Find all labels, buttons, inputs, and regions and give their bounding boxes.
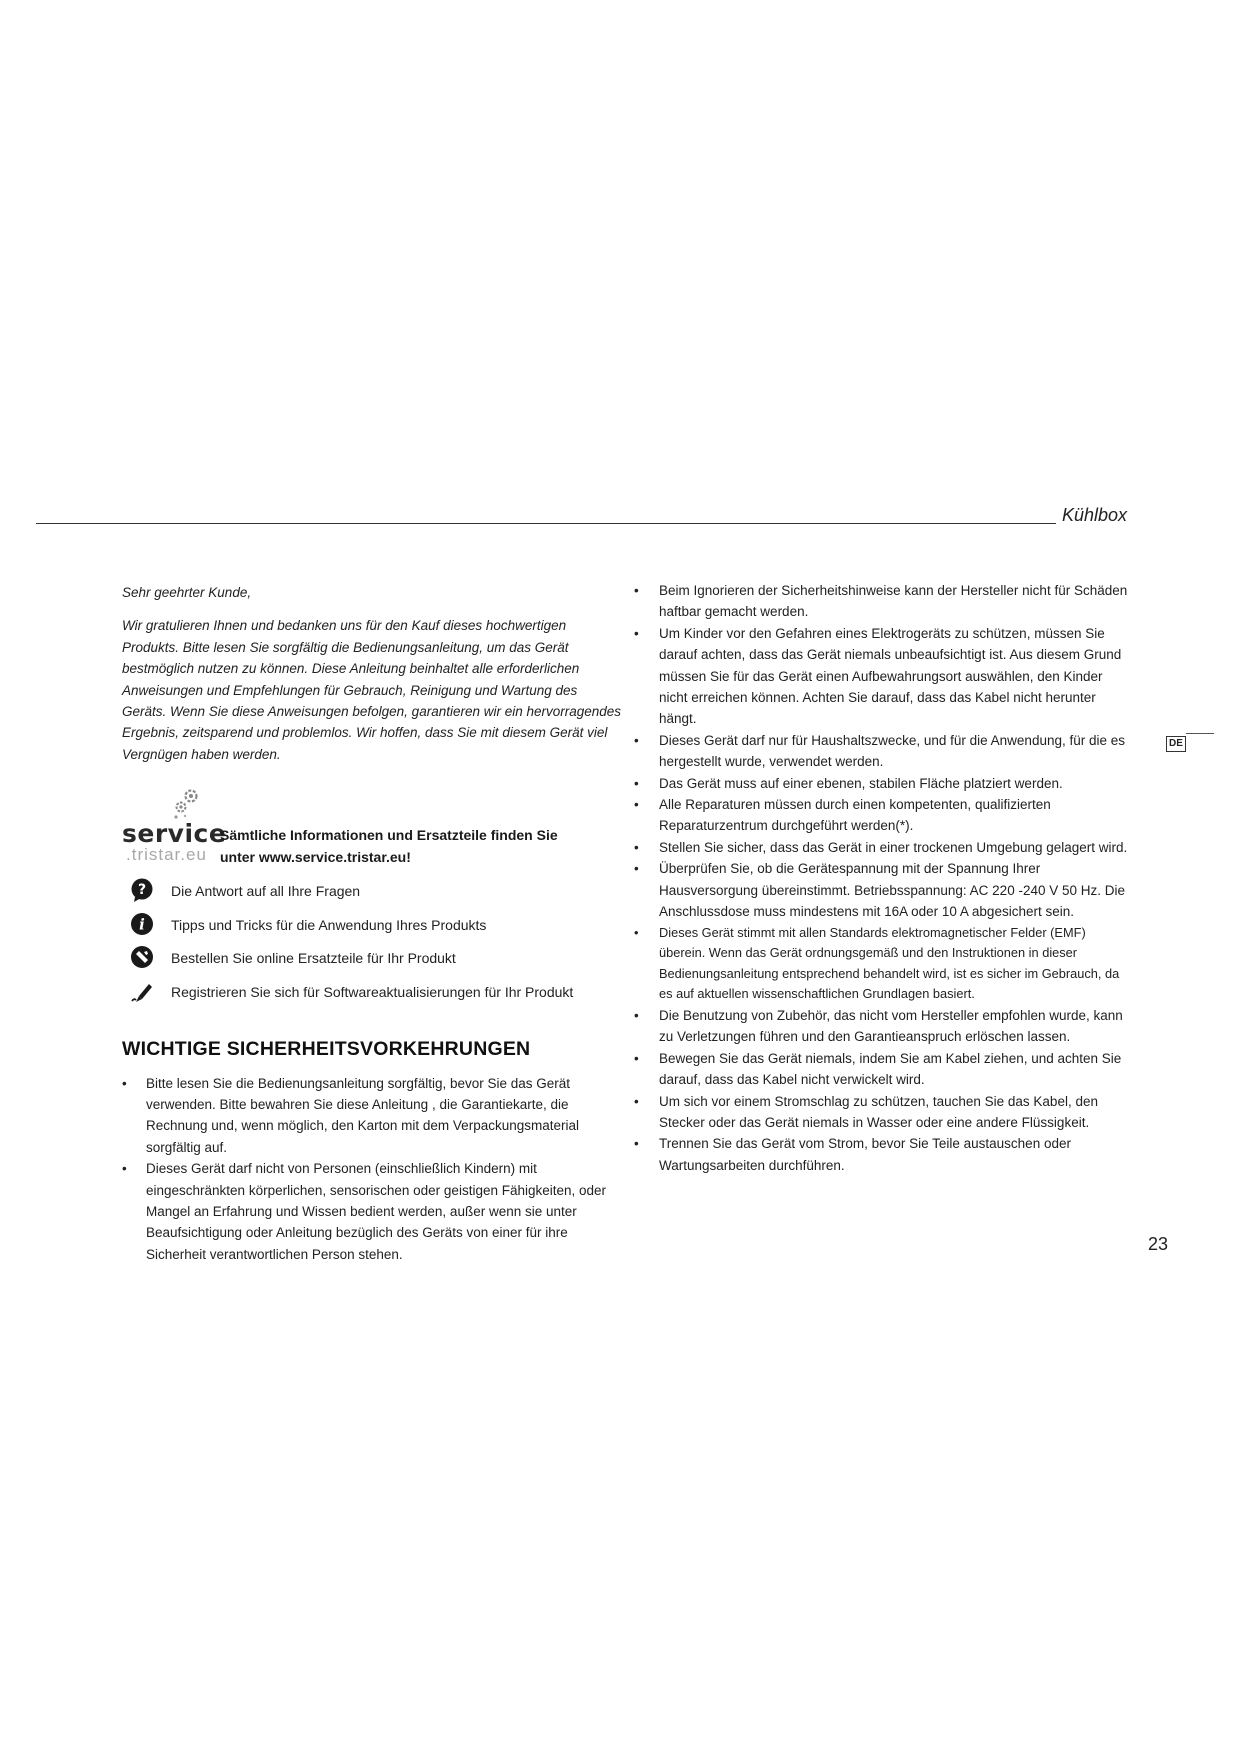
feature-label: Die Antwort auf all Ihre Fragen bbox=[171, 883, 361, 900]
header-rule bbox=[36, 523, 1056, 524]
feature-item bbox=[122, 879, 622, 913]
logo-domain: .tristar.eu bbox=[126, 845, 207, 865]
svg-text:?: ? bbox=[137, 882, 147, 899]
feature-item bbox=[122, 913, 622, 947]
page-header-title: Kühlbox bbox=[1062, 505, 1128, 525]
feature-item bbox=[122, 980, 622, 1014]
svg-text:i: i bbox=[139, 915, 145, 934]
feature-label: Tipps und Tricks für die Anwendung Ihres Produkts bbox=[171, 916, 487, 933]
tools-icon bbox=[130, 945, 154, 969]
safety-item: • Stellen Sie sicher, dass das Gerät in einer trockenen Umgebung gelagert wird. bbox=[634, 837, 1130, 858]
service-line-2: unter www.service.tristar.eu! bbox=[220, 849, 411, 866]
intro-text bbox=[122, 582, 622, 765]
safety-list-right bbox=[634, 580, 1130, 1176]
feature-list bbox=[122, 879, 622, 1013]
safety-item: • Um sich vor einem Stromschlag zu schützen, tauchen Sie das Kabel, den Stecker oder das Gerät niemals in Wasser oder eine andere Flüssigkeit. bbox=[634, 1091, 1130, 1134]
section-title: WICHTIGE SICHERHEITSVORKEHRUNGEN bbox=[122, 1037, 531, 1060]
safety-item: • Überprüfen Sie, ob die Gerätespannung mit der Spannung Ihrer Hausversorgung übereinstimmt. Betriebsspannung: AC 220 -240 V 50 Hz. Die Anschlussdose muss mindestens mit 16A oder 10 A abgesichert sein. bbox=[634, 858, 1130, 922]
safety-list-left bbox=[122, 1073, 622, 1266]
left-column bbox=[122, 582, 622, 1265]
safety-item: • Beim Ignorieren der Sicherheitshinweise kann der Hersteller nicht für Schäden haftbar gemacht werden. bbox=[634, 580, 1130, 623]
page-number: 23 bbox=[1148, 1234, 1169, 1254]
language-tab-rule bbox=[1186, 733, 1214, 734]
safety-item: • Um Kinder vor den Gefahren eines Elektrogeräts zu schützen, müssen Sie darauf achten, dass das Gerät niemals unbeaufsichtigt ist. Aus diesem Grund müssen Sie für das Gerät einen Aufbewahrungsort auswählen, den Kinder nicht erreichen können. Achten Sie darauf, dass das Kabel nicht herunter hängt. bbox=[634, 623, 1130, 730]
language-badge: DE bbox=[1166, 736, 1186, 752]
pen-icon bbox=[130, 979, 154, 1003]
right-column bbox=[634, 580, 1130, 1176]
intro-paragraph: Wir gratulieren Ihnen und bedanken uns für den Kauf dieses hochwertigen Produkts. Bitte lesen Sie sorgfältig die Bedienungsanleitung, um das Gerät bestmöglich nutzen zu können. Diese Anleitung beinhaltet alle erforderlichen Anweisungen und Empfehlungen für Gebrauch, Reinigung und Wartung des Geräts. Wenn Sie diese Anweisungen befolgen, garantieren wir ein hervorragendes Ergebnis, zeitsparend und problemlos. Wir hoffen, dass Sie mit diesem Gerät viel Vergnügen haben werden. bbox=[122, 618, 622, 762]
gears-icon bbox=[172, 787, 200, 821]
feature-item bbox=[122, 946, 622, 980]
salutation: Sehr geehrter Kunde, bbox=[122, 585, 252, 600]
question-icon bbox=[130, 878, 154, 902]
service-logo bbox=[122, 787, 227, 865]
safety-item: • Alle Reparaturen müssen durch einen kompetenten, qualifizierten Reparaturzentrum durchgeführt werden(*). bbox=[634, 794, 1130, 837]
safety-item: • Bewegen Sie das Gerät niemals, indem Sie am Kabel ziehen, und achten Sie darauf, dass das Kabel nicht verwickelt wird. bbox=[634, 1048, 1130, 1091]
service-line-1: Sämtliche Informationen und Ersatzteile finden Sie bbox=[220, 827, 558, 844]
service-info bbox=[220, 824, 558, 868]
safety-item: • Trennen Sie das Gerät vom Strom, bevor Sie Teile austauschen oder Wartungsarbeiten durchführen. bbox=[634, 1133, 1130, 1176]
safety-item: • Dieses Gerät darf nicht von Personen (einschließlich Kindern) mit eingeschränkten körperlichen, sensorischen oder geistigen Fähigkeiten, oder Mangel an Erfahrung und Wissen bedient werden, außer wenn sie unter Beaufsichtigung oder Anleitung bezüglich des Geräts von einer für ihre Sicherheit verantwortlichen Person stehen. bbox=[122, 1158, 622, 1265]
logo-word: service bbox=[122, 819, 227, 849]
safety-item: • Das Gerät muss auf einer ebenen, stabilen Fläche platziert werden. bbox=[634, 773, 1130, 794]
safety-item: • Dieses Gerät darf nur für Haushaltszwecke, und für die Anwendung, für die es hergestellt wurde, verwendet werden. bbox=[634, 730, 1130, 773]
feature-label: Bestellen Sie online Ersatzteile für Ihr Produkt bbox=[171, 950, 456, 967]
feature-label: Registrieren Sie sich für Softwareaktualisierungen für Ihr Produkt bbox=[171, 984, 574, 1001]
safety-item: • Bitte lesen Sie die Bedienungsanleitung sorgfältig, bevor Sie das Gerät verwenden. Bitte bewahren Sie diese Anleitung , die Garantiekarte, die Rechnung und, wenn möglich, den Karton mit dem Verpackungsmaterial sorgfältig auf. bbox=[122, 1073, 622, 1159]
safety-item: • Dieses Gerät stimmt mit allen Standards elektromagnetischer Felder (EMF) überein. Wenn das Gerät ordnungsgemäß und den Instruktionen in dieser Bedienungsanleitung entsprechend behandelt wird, ist es sicher im Gebrauch, da es auf aktuellen wissenschaftlichen Grundlagen basiert. bbox=[634, 923, 1130, 1005]
safety-item: • Die Benutzung von Zubehör, das nicht vom Hersteller empfohlen wurde, kann zu Verletzungen führen und den Garantieanspruch erlöschen lassen. bbox=[634, 1005, 1130, 1048]
service-block bbox=[122, 787, 622, 866]
info-icon bbox=[130, 912, 154, 936]
